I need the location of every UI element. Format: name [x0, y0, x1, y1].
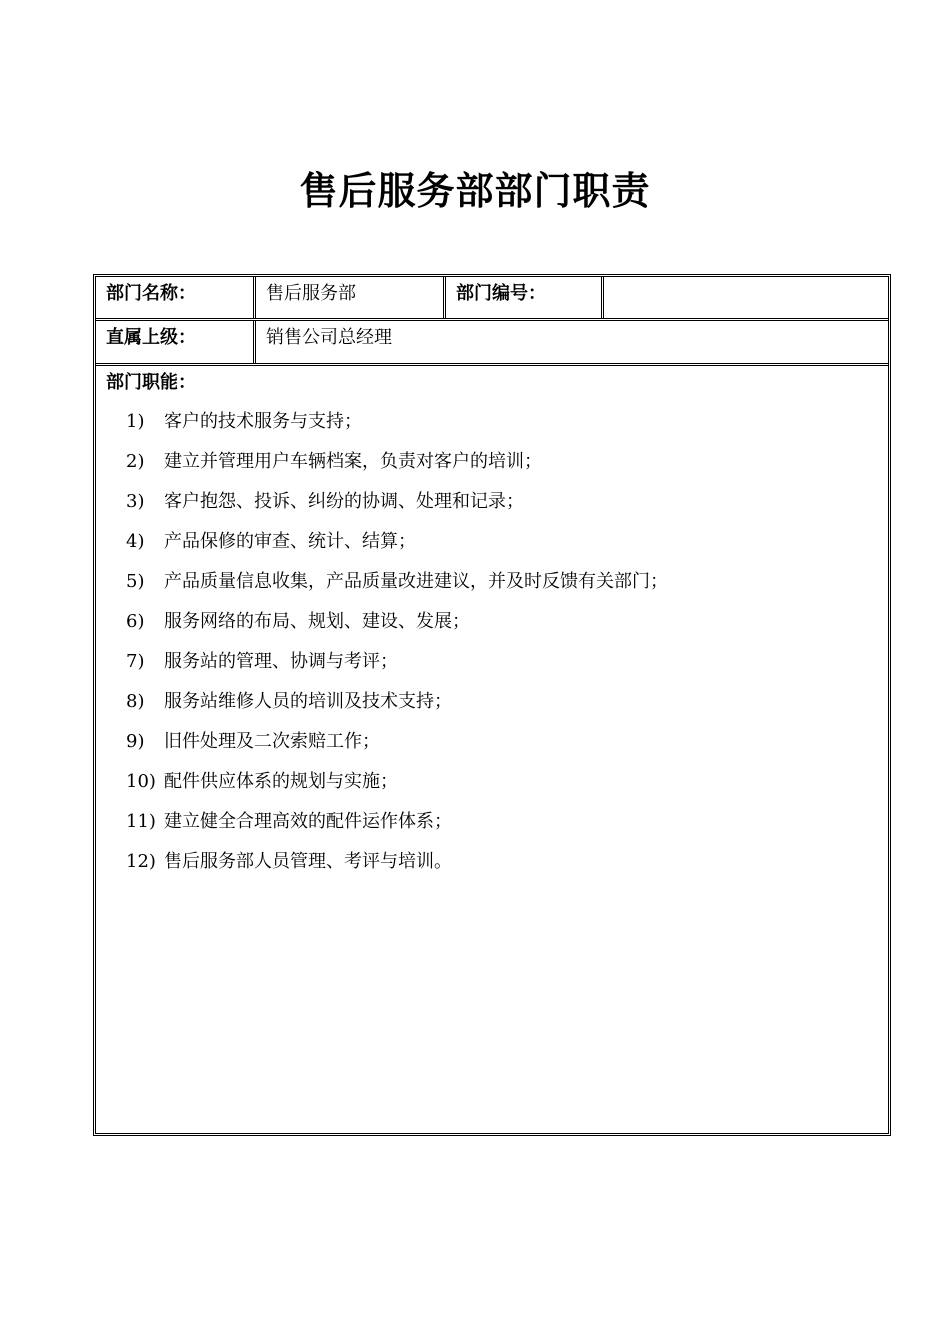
function-item	[126, 762, 888, 802]
function-number: 4)	[126, 531, 145, 552]
dept-code-label: 部门编号：	[446, 277, 604, 318]
function-item	[126, 562, 888, 602]
function-text: 产品质量信息收集，产品质量改进建议，并及时反馈有关部门；	[164, 571, 668, 592]
functions-list	[106, 402, 888, 882]
function-number: 10)	[126, 771, 156, 792]
function-item	[126, 682, 888, 722]
function-text: 服务网络的布局、规划、建设、发展；	[164, 611, 470, 632]
function-number: 1)	[126, 411, 145, 432]
function-item	[126, 722, 888, 762]
function-item	[126, 522, 888, 562]
department-duty-table	[93, 274, 891, 1136]
function-item	[126, 802, 888, 842]
function-number: 6)	[126, 611, 145, 632]
function-number: 11)	[126, 811, 156, 832]
functions-cell	[96, 366, 888, 1133]
superior-label: 直属上级：	[96, 321, 256, 363]
function-text: 产品保修的审查、统计、结算；	[164, 531, 416, 552]
function-number: 5)	[126, 571, 145, 592]
dept-name-value: 售后服务部	[256, 277, 446, 318]
function-text: 服务站维修人员的培训及技术支持；	[164, 691, 452, 712]
function-text: 售后服务部人员管理、考评与培训。	[164, 851, 452, 872]
function-item	[126, 482, 888, 522]
page-title: 售后服务部部门职责	[299, 169, 651, 213]
dept-name-label: 部门名称：	[96, 277, 256, 318]
dept-info-row	[96, 277, 888, 321]
superior-row	[96, 321, 888, 366]
function-number: 12)	[126, 851, 156, 872]
function-number: 2)	[126, 451, 145, 472]
function-number: 9)	[126, 731, 145, 752]
function-text: 服务站的管理、协调与考评；	[164, 651, 398, 672]
function-text: 建立健全合理高效的配件运作体系；	[164, 811, 452, 832]
function-text: 客户的技术服务与支持；	[164, 411, 362, 432]
dept-code-value	[604, 277, 888, 318]
function-item	[126, 402, 888, 442]
functions-label: 部门职能：	[106, 372, 196, 393]
function-text: 客户抱怨、投诉、纠纷的协调、处理和记录；	[164, 491, 524, 512]
function-text: 配件供应体系的规划与实施；	[164, 771, 398, 792]
function-item	[126, 642, 888, 682]
function-item	[126, 442, 888, 482]
function-text: 旧件处理及二次索赔工作；	[164, 731, 380, 752]
function-text: 建立并管理用户车辆档案，负责对客户的培训；	[164, 451, 542, 472]
function-item	[126, 842, 888, 882]
function-item	[126, 602, 888, 642]
function-number: 3)	[126, 491, 145, 512]
superior-value: 销售公司总经理	[266, 327, 392, 348]
function-number: 7)	[126, 651, 145, 672]
function-number: 8)	[126, 691, 145, 712]
